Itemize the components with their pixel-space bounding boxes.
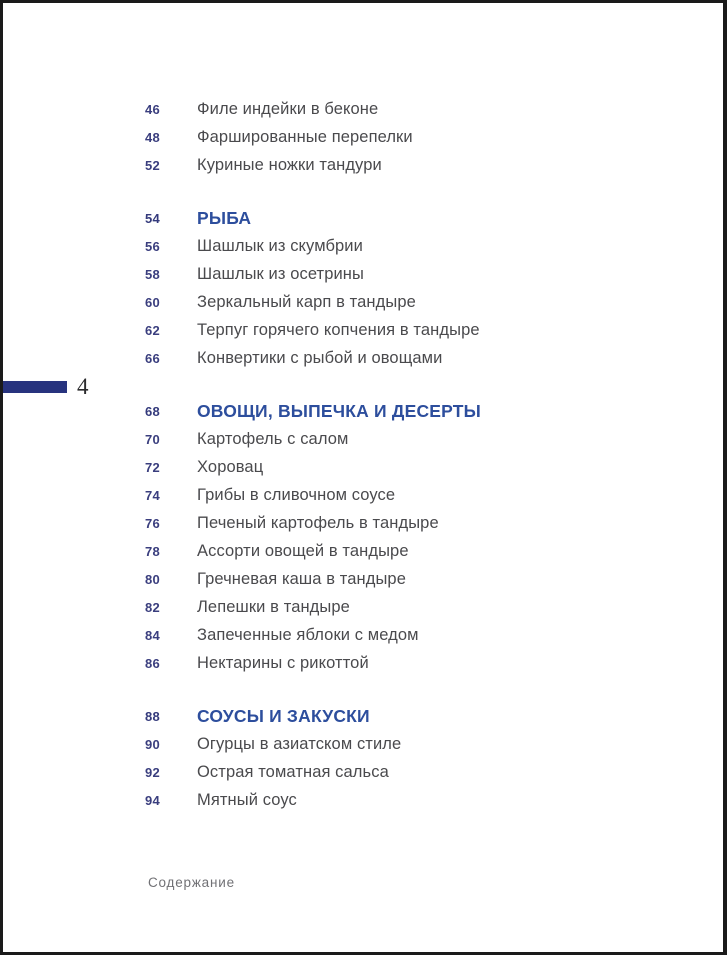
toc-entry-page: 46 [145, 101, 161, 117]
toc-group [145, 95, 723, 179]
running-footer: Содержание [148, 875, 235, 890]
toc-entry-title: Запеченные яблоки с медом [197, 625, 419, 644]
toc-entry-page: 88 [145, 708, 161, 724]
toc-entry-page: 48 [145, 129, 161, 145]
toc-entry-title: Острая томатная сальса [197, 762, 389, 781]
toc-entry-title: Куриные ножки тандури [197, 155, 382, 174]
table-of-contents [3, 3, 723, 814]
toc-entry [145, 509, 723, 537]
toc-entry [145, 621, 723, 649]
toc-entry [145, 565, 723, 593]
toc-entry-page: 68 [145, 403, 161, 419]
toc-entry-page: 60 [145, 294, 161, 310]
toc-entry-page: 52 [145, 157, 161, 173]
toc-entry [145, 786, 723, 814]
toc-entry-title: Шашлык из скумбрии [197, 236, 363, 255]
toc-group-sauces [145, 702, 723, 814]
toc-entry-page: 78 [145, 543, 161, 559]
toc-entry-title: Филе индейки в беконе [197, 99, 379, 118]
toc-entry-title: Картофель с салом [197, 429, 349, 448]
toc-entry [145, 425, 723, 453]
toc-entry-title: Мятный соус [197, 790, 297, 809]
toc-entry-title: Конвертики с рыбой и овощами [197, 348, 443, 367]
toc-entry-page: 54 [145, 210, 161, 226]
page-number: 4 [77, 374, 89, 399]
toc-entry-page: 62 [145, 322, 161, 338]
toc-entry [145, 260, 723, 288]
toc-entry-title: Терпуг горячего копчения в тандыре [197, 320, 480, 339]
toc-entry-page: 94 [145, 792, 161, 808]
toc-entry [145, 288, 723, 316]
toc-entry-title: Грибы в сливочном соусе [197, 485, 396, 504]
toc-entry-page: 90 [145, 736, 161, 752]
toc-entry-title: Огурцы в азиатском стиле [197, 734, 402, 753]
toc-entry-page: 58 [145, 266, 161, 282]
toc-entry [145, 232, 723, 260]
toc-section-title: СОУСЫ И ЗАКУСКИ [197, 705, 370, 726]
toc-entry-title: Шашлык из осетрины [197, 264, 364, 283]
toc-entry-title: Зеркальный карп в тандыре [197, 292, 416, 311]
toc-entry [145, 344, 723, 372]
toc-entry-page: 86 [145, 655, 161, 671]
toc-entry-page: 82 [145, 599, 161, 615]
toc-entry [145, 151, 723, 179]
toc-entry-page: 72 [145, 459, 161, 475]
toc-entry-title: Лепешки в тандыре [197, 597, 350, 616]
toc-entry-title: Печеный картофель в тандыре [197, 513, 439, 532]
toc-section-header [145, 204, 723, 232]
toc-entry [145, 123, 723, 151]
toc-entry-title: Ассорти овощей в тандыре [197, 541, 409, 560]
toc-entry-title: Нектарины с рикоттой [197, 653, 369, 672]
toc-entry [145, 593, 723, 621]
toc-entry [145, 537, 723, 565]
toc-group-vegetables [145, 397, 723, 677]
toc-entry [145, 481, 723, 509]
toc-entry-page: 74 [145, 487, 161, 503]
toc-entry-page: 80 [145, 571, 161, 587]
toc-entry-page: 84 [145, 627, 161, 643]
toc-entry-page: 92 [145, 764, 161, 780]
toc-section-title: РЫБА [197, 207, 252, 228]
toc-entry-page: 70 [145, 431, 161, 447]
toc-entry [145, 316, 723, 344]
toc-section-title: ОВОЩИ, ВЫПЕЧКА И ДЕСЕРТЫ [197, 400, 482, 421]
toc-entry [145, 758, 723, 786]
toc-entry-title: Гречневая каша в тандыре [197, 569, 406, 588]
toc-entry [145, 730, 723, 758]
toc-entry-page: 76 [145, 515, 161, 531]
toc-entry-title: Фаршированные перепелки [197, 127, 413, 146]
toc-entry-title: Хоровац [197, 457, 264, 476]
page-marker-bar [3, 381, 67, 393]
toc-entry [145, 95, 723, 123]
toc-entry-page: 66 [145, 350, 161, 366]
toc-group-fish [145, 204, 723, 372]
toc-entry-page: 56 [145, 238, 161, 254]
toc-entry [145, 649, 723, 677]
toc-entry [145, 453, 723, 481]
toc-section-header [145, 702, 723, 730]
toc-section-header [145, 397, 723, 425]
